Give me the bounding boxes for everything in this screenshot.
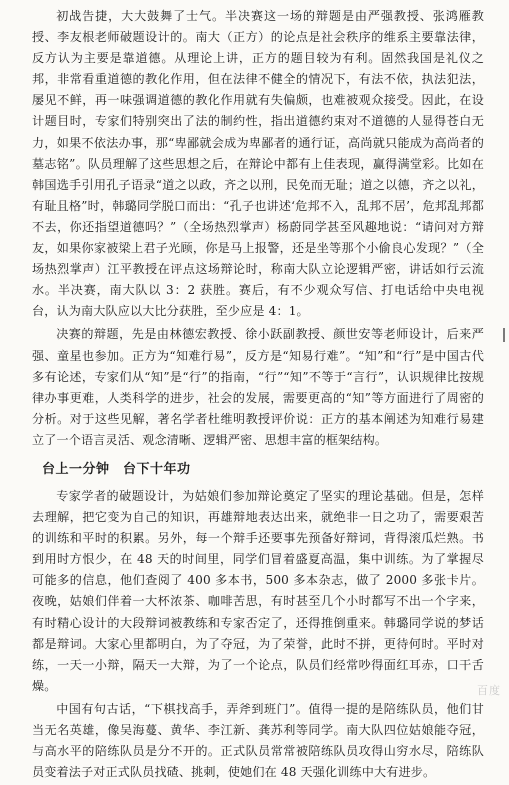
section-heading: 台上一分钟 台下十年功 xyxy=(42,461,191,477)
paragraph-sparring: 中国有句古话，“下棋找高手，弄斧到班门”。值得一提的是陪练队员，他们甘当无名英雄，像吴海蔓、黄华、李江新、龚苏利等同学。南大队四位姑娘能夺冠，与高水平的陪练队员是分不开的。正式队员常常被陪练队员攻得山穷水尽，陪练队员变着法子对正式队员找碴、挑刺，使她们在 48 天强化训练中大有进步。 xyxy=(32,701,484,780)
scroll-marker xyxy=(503,328,505,342)
paragraph-final-topic: 决赛的辩题，先是由林德宏教授、徐小跃副教授、颜世安等老师设计，后来严强、童星也参加。正方为“知难行易”，反方是“知易行难”。“知”和“行”是中国古代多有论述，专家们从“知”是“行”的指南，“行”“知”不等于“言行”，认识规律比按规律办事更难，人类科学的进步，社会的发展，需要更高的“知”等方面进行了周密的分析。对于这些见解，著名学者杜维明教授评价说：正方的基本阐述为知难行易建立了一个语言灵活、观念清晰、逻辑严密、思想丰富的框架结构。 xyxy=(32,327,484,447)
paragraph-semifinal: 初战告捷，大大鼓舞了士气。半决赛这一场的辩题是由严强教授、张鸿雁教授、李友根老师破题设计的。南大（正方）的论点是社会秩序的维系主要靠法律，反方认为主要是靠道德。从理论上讲，正方的题目较为有利。固然我国是礼仪之邦，非常看重道德的教化作用，但在法律不健全的情况下，有法不依，执法犯法，屡见不鲜，再一味强调道德的教化作用就有失偏颇，也难被观众接受。因此，在设计题目时，专家们特别突出了法的制约性，指出道德约束对不道德的人显得苍白无力，如果不依法办事，那“卑鄙就会成为卑鄙者的通行证，高尚就只能成为高尚者的墓志铭”。队员理解了这些思想之后，在辩论中都有上佳表现，赢得满堂彩。比如在韩国选手引用孔子语录“道之以政，齐之以刑，民免而无耻；道之以德，齐之以礼，有耻且格”时，韩璐同学脱口而出：“孔子也讲述‘危邦不入，乱邦不居’，危邦乱邦都不去，你还指望道德吗？”（全场热烈掌声）杨蔚同学甚至风趣地说：“请问对方辩友，如果你家被梁上君子光顾，你是马上报警，还是坐等那个小偷良心发现？”（全场热烈掌声）江平教授在评点这场辩论时，称南大队立论逻辑严密，讲话如行云流水。半决赛，南大队以 3：2 获胜。赛后，有不少观众写信、打电话给中央电视台，认为南大队应以大比分获胜，至少应是 4：1。 xyxy=(32,9,484,319)
paragraph-training: 专家学者的破题设计，为姑娘们参加辩论奠定了坚实的理论基础。但是，怎样去理解，把它变为自己的知识，再雄辩地表达出来，就绝非一日之功了，需要艰苦的训练和平时的积累。另外，每一个辩手还要事先预备好辩词，背得滚瓜烂熟。书到用时方恨少，在 48 天的时间里，同学们冒着盛夏高温，集中训练。为了掌握尽可能多的信息，他们查阅了 400 多本书，500 多本杂志，做了 2000 多张卡片。夜晚，姑娘们伴着一大杯浓茶、咖啡苦思，有时甚至几个小时都写不出一个字来，有时精心设计的大段辩词被教练和专家否定了，还得推倒重来。韩璐同学说的梦话都是辩词。大家心里都明白，为了夺冠，为了荣誉，此时不拼，更待何时。平时对练，一天一小辩，隔天一大辩，为了一个论点，队员们经常吵得面红耳赤，口干舌燥。 xyxy=(32,488,484,693)
page-body xyxy=(32,6,484,785)
watermark-text: 百度 xyxy=(477,684,501,697)
